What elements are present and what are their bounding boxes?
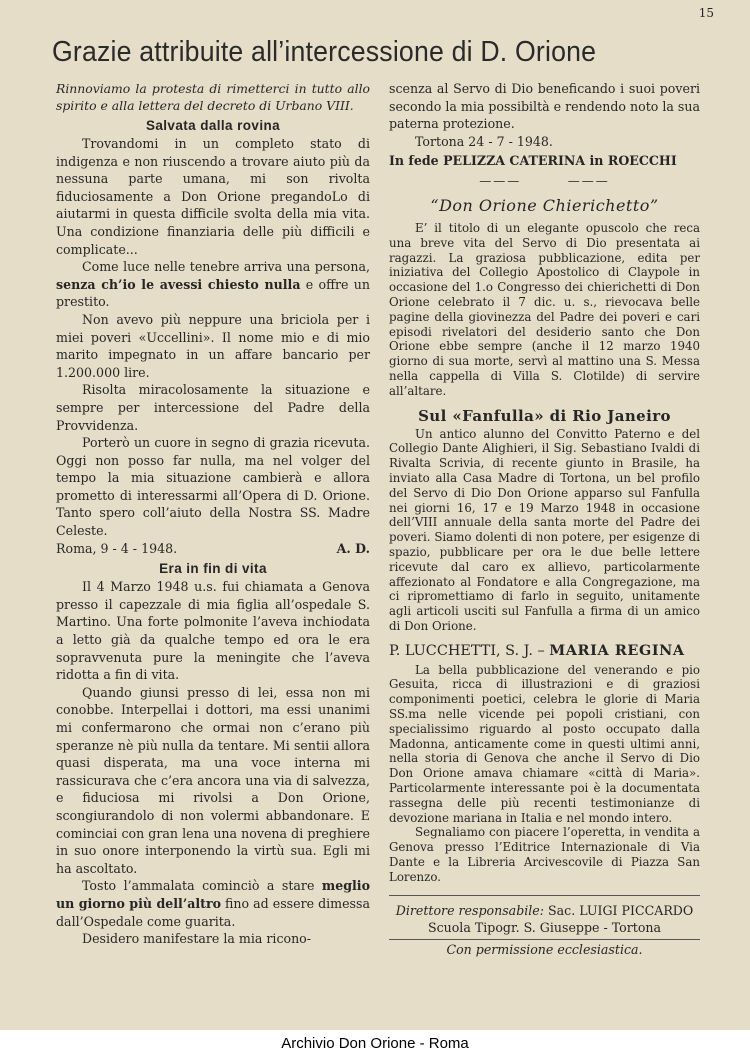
paragraph: Tosto l’ammalata cominciò a stare meglio un giorno più dell’altro fino ad essere dimessa dall’Ospedale come guarita. bbox=[56, 878, 370, 929]
paragraph: Porterò un cuore in segno di grazia ricevuta. Oggi non posso far nulla, ma nel volger del tempo la mia situazione cambierà e allora prometto di interessarmi all’Opera di D. Orione. Tanto spero coll’aiuto della Nostra SS. Madre Celeste. bbox=[56, 435, 370, 539]
paragraph: Non avevo più neppure una briciola per i miei poveri «Uccellini». Il nome mio e di mio marito impegnato in un affare bancario per 1.200.000 lire. bbox=[56, 311, 370, 380]
left-column bbox=[56, 80, 370, 948]
signature: A. D. bbox=[336, 540, 370, 556]
paragraph: Come luce nelle tenebre arriva una persona, senza ch’io le avessi chiesto nulla e offre un prestito. bbox=[56, 259, 370, 310]
approval-line: Con permissione ecclesiastica. bbox=[389, 939, 700, 959]
editor-line: Direttore responsabile: Sac. LUIGI PICCARDO bbox=[395, 902, 694, 918]
paragraph: Risolta miracolosamente la situazione e sempre per intercessione del Padre della Provvidenza. bbox=[56, 382, 370, 433]
signoff: In fede PELIZZA CATERINA in ROECCHI bbox=[389, 153, 677, 169]
dateline: Roma, 9 - 4 - 1948. A. D. bbox=[56, 540, 370, 556]
paragraph: La bella pubblicazione del venerando e pio Gesuita, ricca di illustrazioni e di graziosi componimenti poetici, celebra le glorie di Maria SS.ma nelle vicende pei popoli cristiani, con specialissimo riguardo al posto occupato dalla Madonna, anticamente come in questi ultimi anni, nella storia di Genova che anche il Servo di Dio Don Orione amava chiamare «città di Maria». Particolarmente interessante poi è la documentata rassegna delle più recenti testimonianze di devozione mariana in Italia e nel mondo intero. bbox=[389, 662, 700, 825]
printer-line: Scuola Tipogr. S. Giuseppe - Tortona bbox=[427, 920, 662, 936]
archive-footer: Archivio Don Orione - Roma bbox=[0, 1030, 750, 1057]
section-heading-fin-di-vita: Era in fin di vita bbox=[159, 561, 267, 577]
page-number: 15 bbox=[698, 6, 714, 20]
intro-note: Rinnoviamo la protesta di rimetterci in tutto allo spirito e alla lettera del decreto di Urbano VIII. bbox=[56, 81, 370, 113]
section-heading-fanfulla: Sul «Fanfulla» di Rio Janeiro bbox=[418, 406, 671, 425]
right-column bbox=[389, 80, 700, 958]
paragraph: E’ il titolo di un elegante opuscolo che reca una breve vita del Servo di Dio presentata ai ragazzi. La graziosa pubblicazione, edita per iniziativa del Collegio Apostolico di Claypole in occasione del 1.o Congresso dei chierichetti di Don Orione celebrato il 7 dic. u. s., rievocava belle pagine della giovinezza del Padre dei poveri e cari episodi rivelatori del desiderio santo che Don Orione ebbe sempre (anche il 12 marzo 1940 giorno di sua morte, servì al mattino una S. Messa nella cappella di Villa S. Clotilde) di servire all’altare. bbox=[389, 220, 700, 398]
paragraph: Il 4 Marzo 1948 u.s. fui chiamata a Genova presso il capezzale di mia figlia all’ospedale S. Martino. Una forte polmonite l’aveva inchiodata a letto già da qualche tempo ed ora le era sopravvenuta pure la meningite che l’aveva ridotta a fin di vita. bbox=[56, 579, 370, 683]
paragraph: Desidero manifestare la mia ricono- bbox=[82, 931, 312, 947]
divider bbox=[389, 895, 700, 896]
divider: ——— ——— bbox=[479, 173, 610, 188]
paragraph: Un antico alunno del Convitto Paterno e del Collegio Dante Alighieri, il Sig. Sebastiano Ivaldi di Rivalta Scrivia, di recente giunto in Brasile, ha inviato alla Casa Madre di Tortona, un bel profilo del Servo di Dio Don Orione apparso sul Fanfulla nei giorni 16, 17 e 19 Marzo 1948 in occasione dell’VIII annuale della santa morte del Padre dei poveri. Siamo dolenti di non potere, per esigenze di spazio, pubblicare per ora le due belle lettere ricevute dal caro ex allievo, particolarmente affezionato al Fondatore e alla Congregazione, ma ci ripromettiamo di farlo in seguito, unitamente agli articoli usciti sul Fanfulla a firma di un amico di Don Orione. bbox=[389, 426, 700, 633]
credits bbox=[389, 902, 700, 959]
section-heading-salvata: Salvata dalla rovina bbox=[145, 118, 281, 133]
paragraph: Trovandomi in un completo stato di indigenza e non riuscendo a trovare aiuto più da nessuna parte umana, mi son rivolta fiduciosamente a Don Orione pregandoLo di aiutarmi in questa difficile svolta della mia vita. Una condizione finanziaria delle più difficili e complicate... bbox=[56, 136, 370, 257]
paragraph: Segnaliamo con piacere l’operetta, in vendita a Genova presso l’Editrice Internazionale di Via Dante e la Libreria Arcivescovile di Piazza San Lorenzo. bbox=[389, 825, 700, 884]
dateline: Tortona 24 - 7 - 1948. bbox=[415, 133, 553, 149]
page-title: Grazie attribuite all’intercessione di D. Orione bbox=[52, 36, 597, 68]
paragraph: Quando giunsi presso di lei, essa non mi conobbe. Interpellai i dottori, ma essi unanimi mi confermarono che ormai non c’erano più speranze nè più nulla da tentare. Mi sentii allora quasi disperata, ma una voce interna mi rassicurava che c’era ancora una via di salvezza, e fiduciosa mi rivolsi a Don Orione, scongiurandolo di non volermi abbandonare. E cominciai con gran lena una novena di preghiere in suo onore interponendo la virtù sua. Egli mi ha ascoltato. bbox=[56, 684, 370, 876]
section-heading-maria-regina: P. LUCCHETTI, S. J. – MARIA REGINA bbox=[389, 641, 685, 659]
paragraph: scenza al Servo di Dio beneficando i suoi poveri secondo la mia possibiltà e rendendo noto la sua paterna protezione. bbox=[389, 81, 700, 132]
section-heading-chierichetto: “Don Orione Chierichetto” bbox=[430, 195, 659, 215]
